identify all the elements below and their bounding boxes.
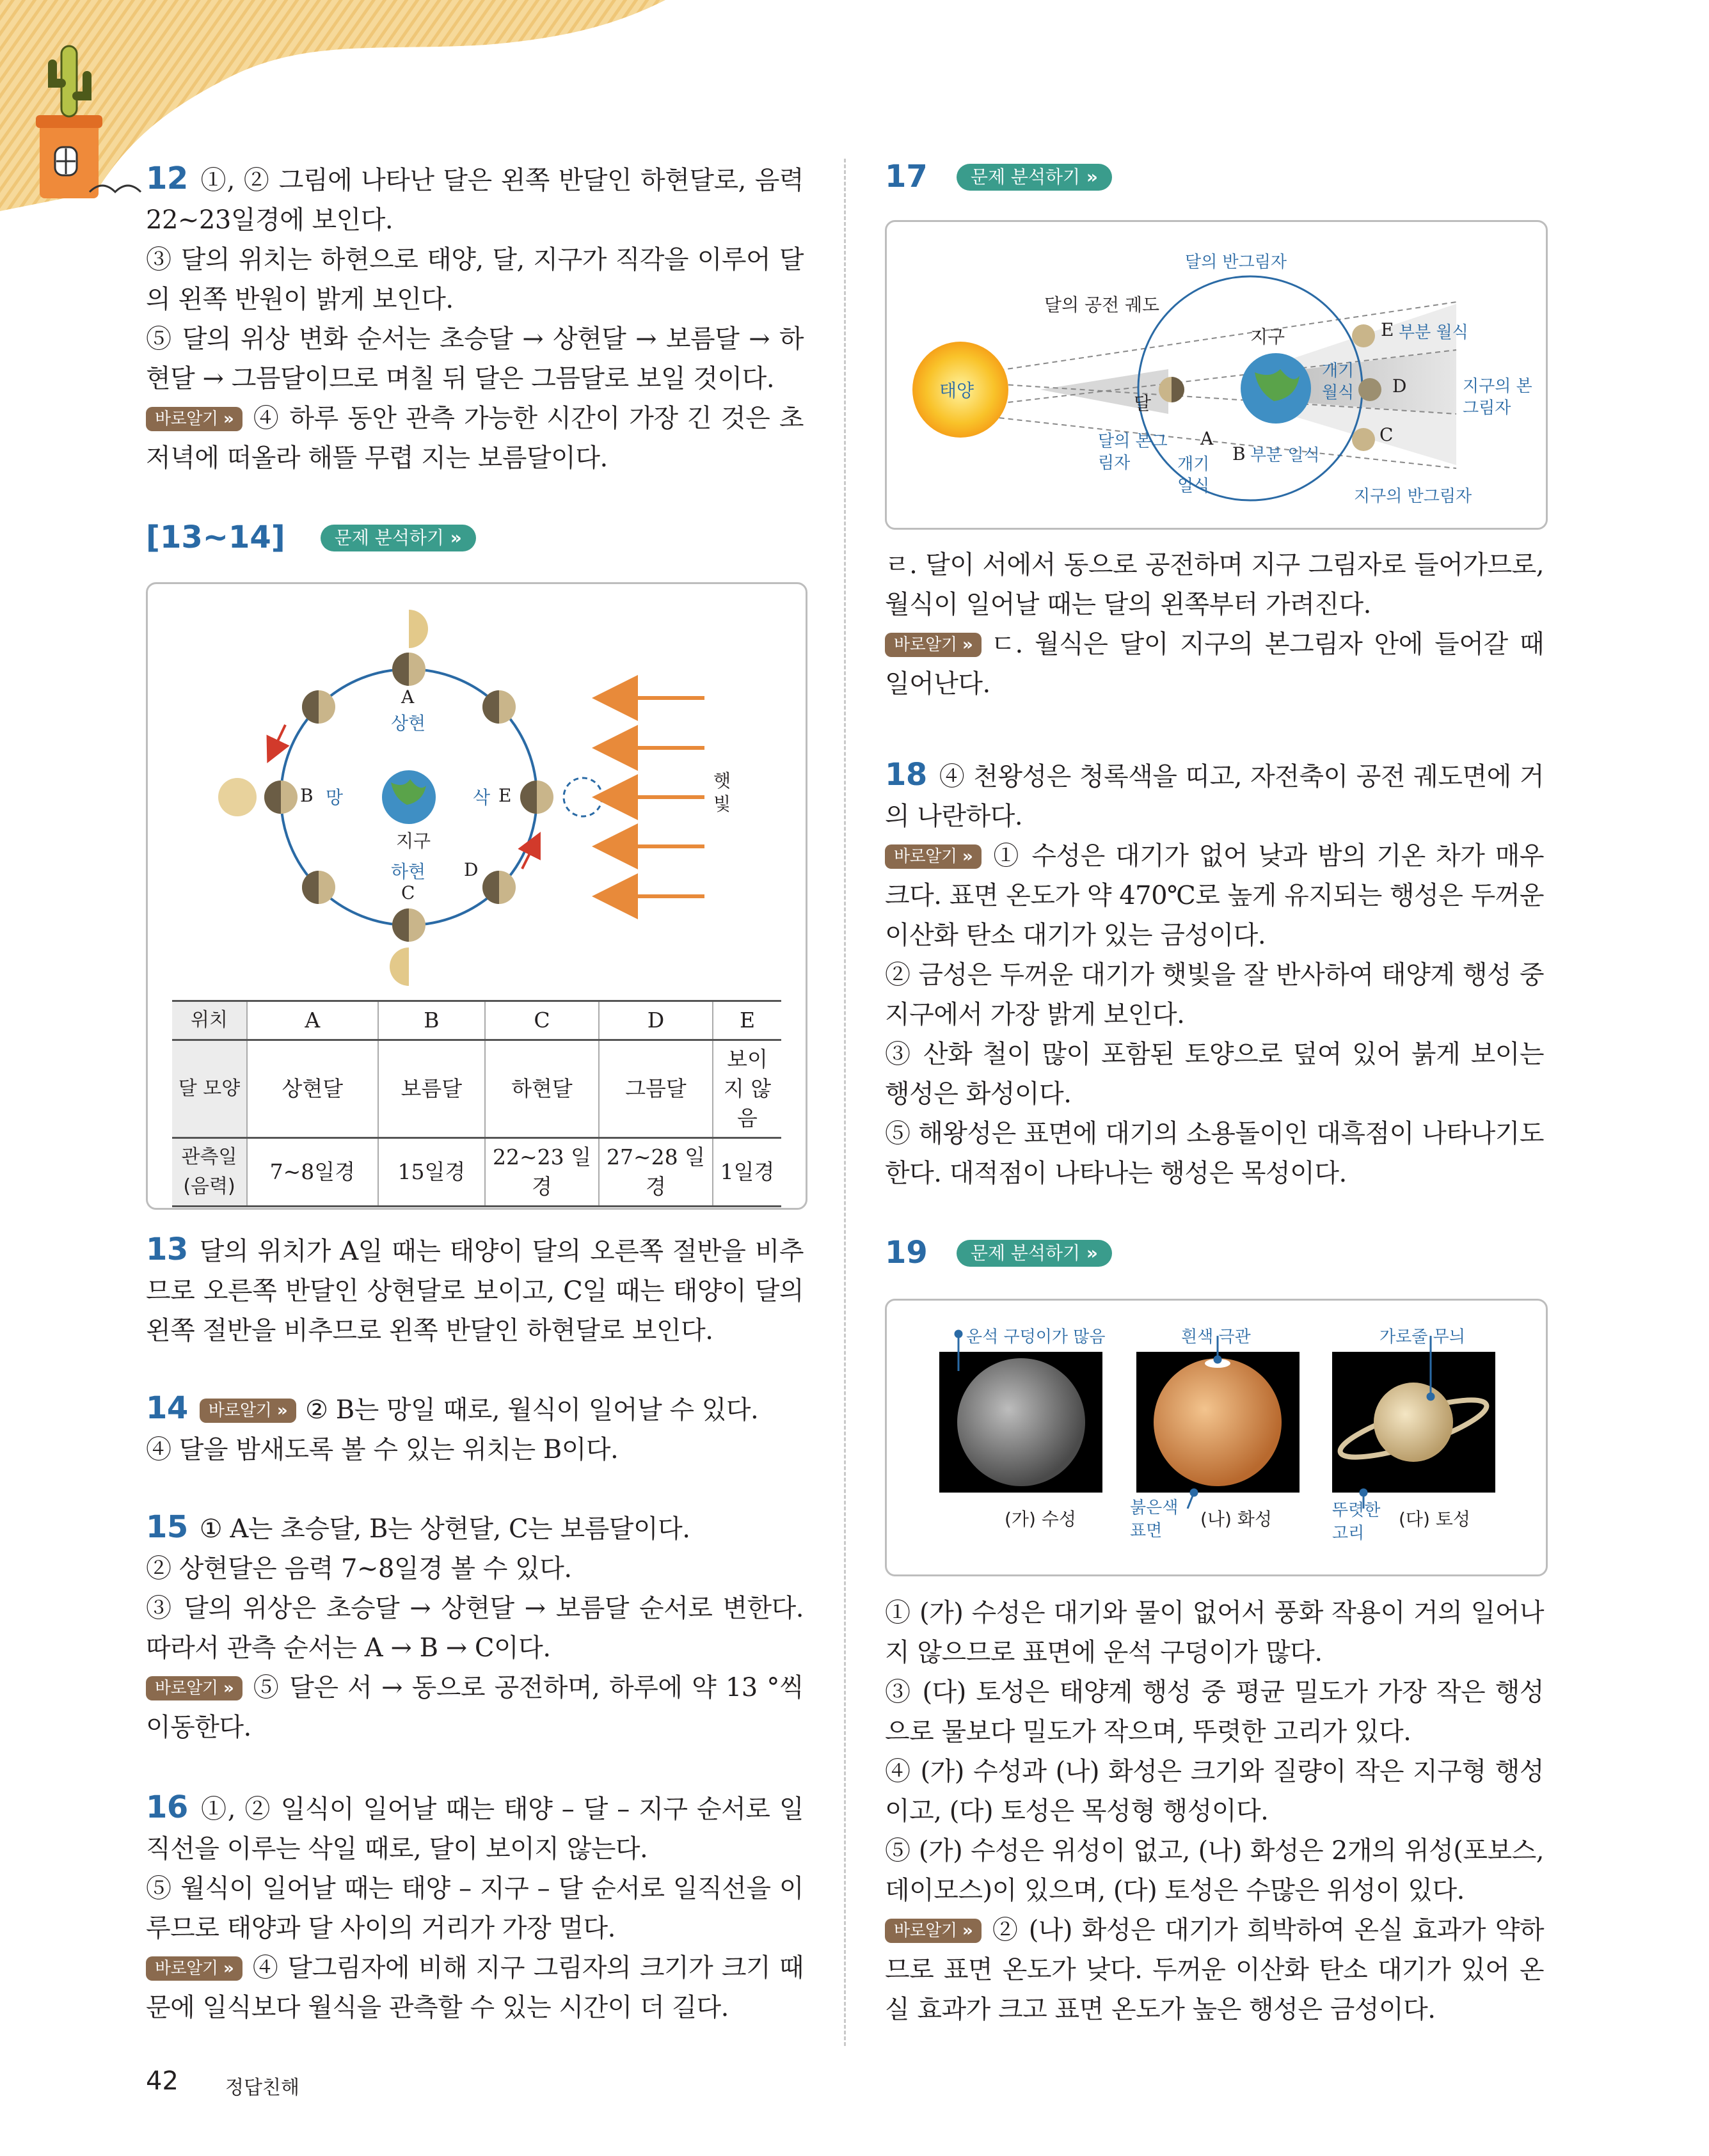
q19-pill: 문제 분석하기 » [957,1240,1112,1267]
q18-number: 18 [885,757,927,793]
label-earth: 지구 [396,830,431,852]
label-C-phase: 하현 [391,861,426,882]
table-cell: C [485,1001,599,1040]
q19-badge: 바로알기 » [885,1919,982,1943]
label-B-phase: 망 [326,787,344,808]
table-cell: 7~8일경 [247,1138,378,1207]
table-cell: E [713,1001,781,1040]
table-cell: 위치 [172,1001,247,1040]
q14-p1: ② B는 망일 때로, 월식이 일어날 수 있다. [305,1395,759,1425]
q1314-pill: 문제 분석하기 » [321,525,476,551]
table-cell: D [599,1001,713,1040]
q19-number: 19 [885,1235,928,1271]
saturn-icon [1374,1383,1453,1462]
mars-icon [1154,1358,1282,1486]
footer-title: 정답친해 [225,2077,299,2099]
q16-number: 16 [146,1789,188,1825]
q12-p4: ④ 하루 동안 관측 가능한 시간이 가장 긴 것은 초저녁에 떠올라 해뜰 무렵 지는 보름달이다. [146,404,804,473]
label-moon: 달 [1134,393,1152,414]
q12-block [146,159,804,478]
label-earth-umbra: 지구의 본그림자 [1463,377,1532,418]
q13-text: 달의 위치가 A일 때는 태양이 달의 오른쪽 절반을 비추므로 오른쪽 반달인 상현달로 보이고, C일 때는 태양이 달의 왼쪽 절반을 비추므로 왼쪽 반달인 하현달로 보인다. [146,1237,804,1345]
note-stripes: 가로줄 무늬 [1379,1328,1465,1347]
label-E: E [498,785,512,806]
table-cell: 1일경 [713,1138,781,1207]
q19-p4: ⑤ (가) 수성은 위성이 없고, (나) 화성은 2개의 위성(포보스, 데이모스)이 있으며, (다) 토성은 수많은 위성이 있다. [885,1836,1544,1905]
label-A: A [1200,428,1214,449]
label-saturn: (다) 토성 [1399,1509,1470,1530]
note-craters: 운석 구덩이가 많음 [966,1328,1106,1347]
q15-badge: 바로알기 » [146,1676,242,1700]
eclipse-box [885,220,1548,530]
q15-block [146,1507,804,1747]
table-cell: 달 모양 [172,1040,247,1138]
q18-block [885,755,1544,1193]
moon-D-icon [1358,378,1381,401]
q19-text-block [885,1593,1544,2029]
note-ring: 뚜렷한 고리 [1332,1501,1381,1543]
column-divider [844,159,846,2046]
q13-block [146,1230,804,1351]
q15-p4: ⑤ 달은 서 → 동으로 공전하며, 하루에 약 13 °씩 이동한다. [146,1673,804,1742]
label-partial-lunar: 부분 월식 [1399,323,1468,342]
label-C: C [401,882,415,903]
moon-E-icon [1352,324,1375,347]
q19-p1: ① (가) 수성은 대기와 물이 없어서 풍화 작용이 거의 일어나지 않으므로 표면에 운석 구덩이가 많다. [885,1598,1544,1667]
label-D: D [1392,376,1407,397]
q16-p3: ④ 달그림자에 비해 지구 그림자의 크기가 크기 때문에 일식보다 월식을 관측할 수 있는 시간이 더 길다. [146,1953,804,2022]
table-row [172,1138,781,1207]
table-cell: B [378,1001,485,1040]
planet-figure-box [885,1299,1548,1576]
q13-number: 13 [146,1232,188,1267]
q19-p2: ③ (다) 토성은 태양계 행성 중 평균 밀도가 가장 작은 행성으로 물보다 밀도가 작으며, 뚜렷한 고리가 있다. [885,1677,1544,1747]
label-total-solar: 개기 일식 [1177,455,1210,496]
q18-p5: ⑤ 해왕성은 표면에 대기의 소용돌이인 대흑점이 나타나기도 한다. 대적점이 나타나는 행성은 목성이다. [885,1119,1544,1188]
q15-number: 15 [146,1509,188,1545]
q17-p1: ㄹ. 달이 서에서 동으로 공전하며 지구 그림자로 들어가므로, 월식이 일어날 때는 달의 왼쪽부터 가려진다. [885,550,1544,619]
table-cell: 그믐달 [599,1040,713,1138]
label-A-phase: 상현 [391,713,426,734]
table-cell: 상현달 [247,1040,378,1138]
q15-p2: ② 상현달은 음력 7~8일경 볼 수 있다. [146,1554,572,1583]
table-row [172,1001,781,1040]
label-mars: (나) 화성 [1200,1509,1272,1530]
q16-block [146,1787,804,2027]
note-red-surface: 붉은색 표면 [1130,1498,1179,1541]
q14-number: 14 [146,1390,188,1426]
label-B: B [300,785,314,806]
label-B: B [1232,443,1246,464]
q18-p4: ③ 산화 철이 많이 포함된 토양으로 덮여 있어 붉게 보이는 행성은 화성이다. [885,1040,1544,1109]
q15-p1: ① A는 초승달, B는 상현달, C는 보름달이다. [199,1514,690,1544]
q1314-heading-row [146,519,476,555]
q17-heading-row [885,159,1112,194]
q17-text-block [885,545,1544,704]
q1314-heading: [13~14] [146,519,285,555]
q14-block [146,1388,804,1470]
moon-phase-box [146,582,807,1210]
q17-pill: 문제 분석하기 » [957,164,1112,191]
label-A: A [401,686,415,708]
q14-badge: 바로알기 » [200,1399,296,1423]
q19-p3: ④ (가) 수성과 (나) 화성은 크기와 질량이 작은 지구형 행성이고, (다) 토성은 목성형 행성이다. [885,1757,1544,1826]
label-moon-penumbra: 달의 반그림자 [1185,253,1287,272]
q18-p2: ① 수성은 대기가 없어 낮과 밤의 기온 차가 매우 크다. 표면 온도가 약 470℃로 높게 유지되는 행성은 두꺼운 이산화 탄소 대기가 있는 금성이다. [885,841,1544,950]
label-earth-penumbra: 지구의 반그림자 [1354,487,1472,506]
q19-p5: ② (나) 화성은 대기가 희박하여 온실 효과가 약하므로 표면 온도가 낮다. 두꺼운 이산화 탄소 대기가 있어 온실 효과가 크고 표면 온도가 높은 행성은 금성이다. [885,1915,1544,2024]
q16-badge: 바로알기 » [146,1956,242,1981]
note-polar-cap: 흰색 극관 [1181,1328,1251,1347]
label-partial-solar: 부분 일식 [1250,446,1320,465]
label-D: D [464,859,479,880]
table-cell: 하현달 [485,1040,599,1138]
label-total-lunar: 개기 월식 [1322,361,1355,402]
table-cell: 27~28 일경 [599,1138,713,1207]
label-sun: 태양 [939,380,974,401]
sunlight-arrows [615,698,704,896]
q12-badge: 바로알기 » [146,407,242,431]
label-earth: 지구 [1250,326,1285,347]
moon-phase-table [172,1000,781,1207]
mercury-icon [957,1358,1085,1486]
label-E-phase: 삭 [473,787,491,808]
table-cell: 관측일 (음력) [172,1138,247,1207]
label-mercury: (가) 수성 [1005,1509,1076,1530]
page-number: 42 [146,2066,179,2096]
q18-p1: ④ 천왕성은 청록색을 띠고, 자전축이 공전 궤도면에 거의 나란하다. [885,762,1544,831]
q17-badge: 바로알기 » [885,633,982,657]
q15-p3: ③ 달의 위상은 초승달 → 상현달 → 보름달 순서로 변한다. 따라서 관측 순서는 A → B → C이다. [146,1594,804,1663]
q18-badge: 바로알기 » [885,844,982,869]
table-cell: 보름달 [378,1040,485,1138]
label-E: E [1381,319,1394,340]
q12-p3: ⑤ 달의 위상 변화 순서는 초승달 → 상현달 → 보름달 → 하현달 → 그믐달이므로 며칠 뒤 달은 그믐달로 보일 것이다. [146,324,804,393]
q17-p2: ㄷ. 월식은 달이 지구의 본그림자 안에 들어갈 때 일어난다. [885,630,1544,699]
label-orbit: 달의 공전 궤도 [1044,294,1160,315]
q12-number: 12 [146,161,188,196]
table-cell: A [247,1001,378,1040]
label-C: C [1379,424,1394,445]
q12-p2: ③ 달의 위치는 하현으로 태양, 달, 지구가 직각을 이루어 달의 왼쪽 반원이 밝게 보인다. [146,245,804,314]
label-moon-umbra: 달의 본그림자 [1098,432,1168,473]
table-cell: 22~23 일경 [485,1138,599,1207]
q14-p2: ④ 달을 밤새도록 볼 수 있는 위치는 B이다. [146,1435,619,1464]
q12-p1: ①, ② 그림에 나타난 달은 왼쪽 반달인 하현달로, 음력 22~23일경에 보인다. [146,166,804,235]
q17-number: 17 [885,159,928,194]
q16-p2: ⑤ 월식이 일어날 때는 태양 – 지구 – 달 순서로 일직선을 이루므로 태양과 달 사이의 거리가 가장 멀다. [146,1874,804,1943]
table-cell: 보이지 않음 [713,1040,781,1138]
q16-p1: ①, ② 일식이 일어날 때는 태양 – 달 – 지구 순서로 일직선을 이루는 삭일 때로, 달이 보이지 않는다. [146,1795,804,1864]
moon-C-icon [1352,428,1375,451]
q18-p3: ② 금성은 두꺼운 대기가 햇빛을 잘 반사하여 태양계 행성 중 지구에서 가장 밝게 보인다. [885,960,1544,1029]
label-sunlight: 햇빛 [713,770,731,814]
q19-heading-row [885,1235,1112,1271]
table-cell: 15일경 [378,1138,485,1207]
table-row [172,1040,781,1138]
